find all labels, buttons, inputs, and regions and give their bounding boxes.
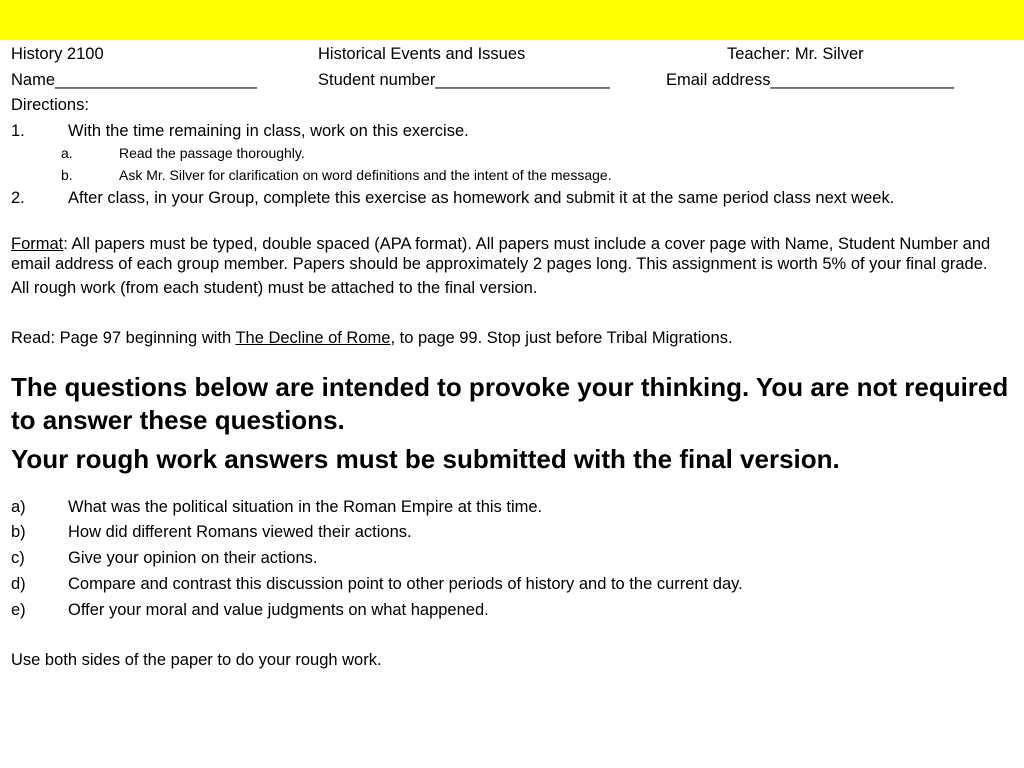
question-item [11, 546, 1016, 572]
question-text: Give your opinion on their actions. [68, 549, 318, 568]
subitem-text: Ask Mr. Silver for clarification on word definitions and the intent of the message. [119, 166, 612, 183]
format-label: Format [11, 234, 64, 253]
notice-heading: The questions below are intended to provoke your thinking. You are not required to answer these questions. [11, 371, 1009, 435]
reading-suffix: , to page 99. Stop just before Tribal Migrations. [390, 329, 733, 347]
question-item [11, 495, 1016, 521]
subitem-letter: b. [61, 166, 73, 183]
directions-label: Directions: [11, 96, 89, 114]
direction-number: 1. [11, 121, 25, 140]
direction-subitem-b [11, 164, 1016, 186]
student-number-field: Student number___________________ [318, 70, 610, 89]
question-letter: c) [11, 549, 25, 568]
question-text: Offer your moral and value judgments on what happened. [68, 600, 489, 619]
course-subject: Historical Events and Issues [318, 45, 526, 63]
reading-instruction [11, 326, 1016, 352]
format-text: : All papers must be typed, double spaced (APA format). All papers must include a cover page with Name, Student Number and email address of each group member. Papers should be approximately 2 pages long. This assignment is worth 5% of your final grade. [11, 234, 991, 273]
direction-text: With the time remaining in class, work on this exercise. [68, 121, 469, 140]
email-field: Email address____________________ [666, 70, 955, 89]
question-text: Compare and contrast this discussion point to other periods of history and to the current day. [68, 574, 743, 593]
direction-item-2 [11, 188, 1016, 209]
subitem-letter: a. [61, 144, 73, 161]
footer-note: Use both sides of the paper to do your rough work. [11, 651, 382, 670]
rough-work-note: All rough work (from each student) must be attached to the final version. [11, 278, 538, 297]
question-letter: b) [11, 523, 26, 542]
question-item [11, 572, 1016, 598]
course-code: History 2100 [11, 45, 104, 63]
direction-number: 2. [11, 188, 25, 207]
question-item [11, 598, 1016, 624]
direction-subitem-a [11, 142, 1016, 164]
course-header-row [11, 42, 1016, 68]
format-paragraph [11, 234, 1016, 274]
question-text: What was the political situation in the Roman Empire at this time. [68, 497, 543, 516]
teacher-name: Teacher: Mr. Silver [727, 45, 864, 63]
header-banner [0, 0, 1024, 40]
question-letter: a) [11, 497, 26, 516]
reading-prefix: Read: Page 97 beginning with [11, 329, 236, 347]
name-field: Name______________________ [11, 70, 257, 89]
reading-title: The Decline of Rome [235, 329, 391, 347]
direction-text: After class, in your Group, complete this exercise as homework and submit it at the same period class next week. [68, 188, 895, 207]
question-letter: d) [11, 574, 26, 593]
assignment-sheet [11, 42, 1016, 674]
question-letter: e) [11, 600, 26, 619]
subitem-text: Read the passage thoroughly. [119, 144, 305, 161]
student-info-row [11, 68, 1016, 94]
question-item [11, 520, 1016, 546]
notice-subheading: Your rough work answers must be submitted with the final version. [11, 443, 840, 474]
direction-item-1 [11, 121, 1016, 142]
question-text: How did different Romans viewed their actions. [68, 523, 412, 542]
